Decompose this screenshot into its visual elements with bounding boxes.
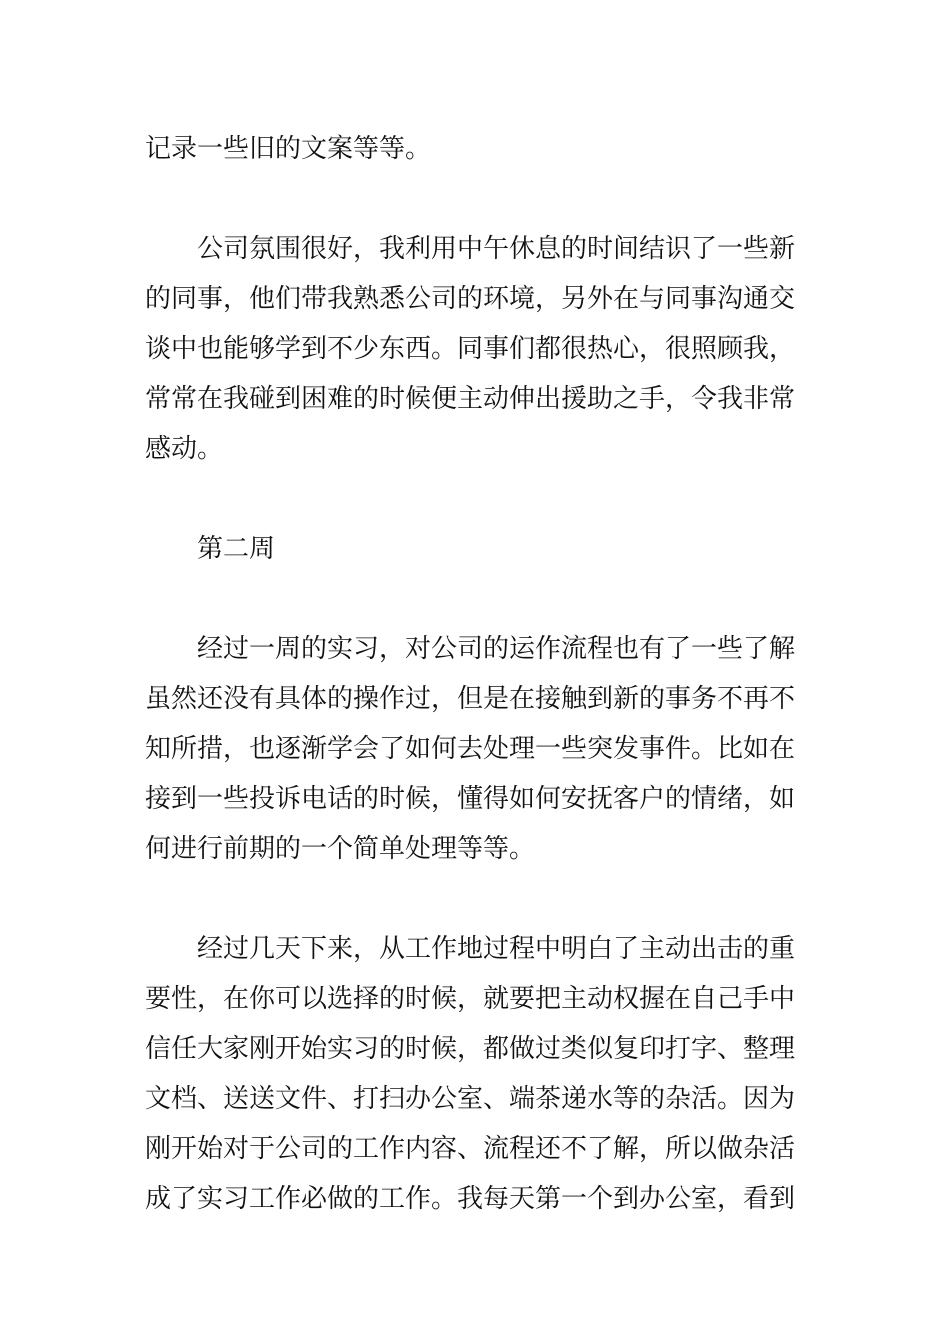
text-line: 知所措，也逐渐学会了如何去处理一些突发事件。比如在 xyxy=(145,734,796,764)
paragraph-first-line: 公司氛围很好，我利用中午休息的时间结识了一些新 xyxy=(197,234,796,264)
text-line: 感动。 xyxy=(145,434,224,464)
text-line: 文档、送送文件、打扫办公室、端茶递水等的杂活。因为 xyxy=(145,1084,796,1114)
text-line: 要性，在你可以选择的时候，就要把主动权握在自己手中 xyxy=(145,984,796,1014)
text-line: 虽然还没有具体的操作过，但是在接触到新的事务不再不 xyxy=(145,684,796,714)
paragraph-first-line: 经过一周的实习，对公司的运作流程也有了一些了解 xyxy=(197,634,796,664)
text-line: 刚开始对于公司的工作内容、流程还不了解，所以做杂活 xyxy=(145,1134,796,1164)
text-line: 谈中也能够学到不少东西。同事们都很热心，很照顾我， xyxy=(145,334,796,364)
text-line: 的同事，他们带我熟悉公司的环境，另外在与同事沟通交 xyxy=(145,284,796,314)
text-line: 记录一些旧的文案等等。 xyxy=(145,134,432,164)
paragraph-first-line: 经过几天下来，从工作地过程中明白了主动出击的重 xyxy=(197,934,796,964)
section-heading: 第二周 xyxy=(197,534,276,564)
text-line: 成了实习工作必做的工作。我每天第一个到办公室，看到 xyxy=(145,1184,796,1214)
text-line: 何进行前期的一个简单处理等等。 xyxy=(145,834,536,864)
text-line: 常常在我碰到困难的时候便主动伸出援助之手，令我非常 xyxy=(145,384,796,414)
text-line: 接到一些投诉电话的时候，懂得如何安抚客户的情绪，如 xyxy=(145,784,796,814)
text-line: 信任大家刚开始实习的时候，都做过类似复印打字、整理 xyxy=(145,1034,796,1064)
